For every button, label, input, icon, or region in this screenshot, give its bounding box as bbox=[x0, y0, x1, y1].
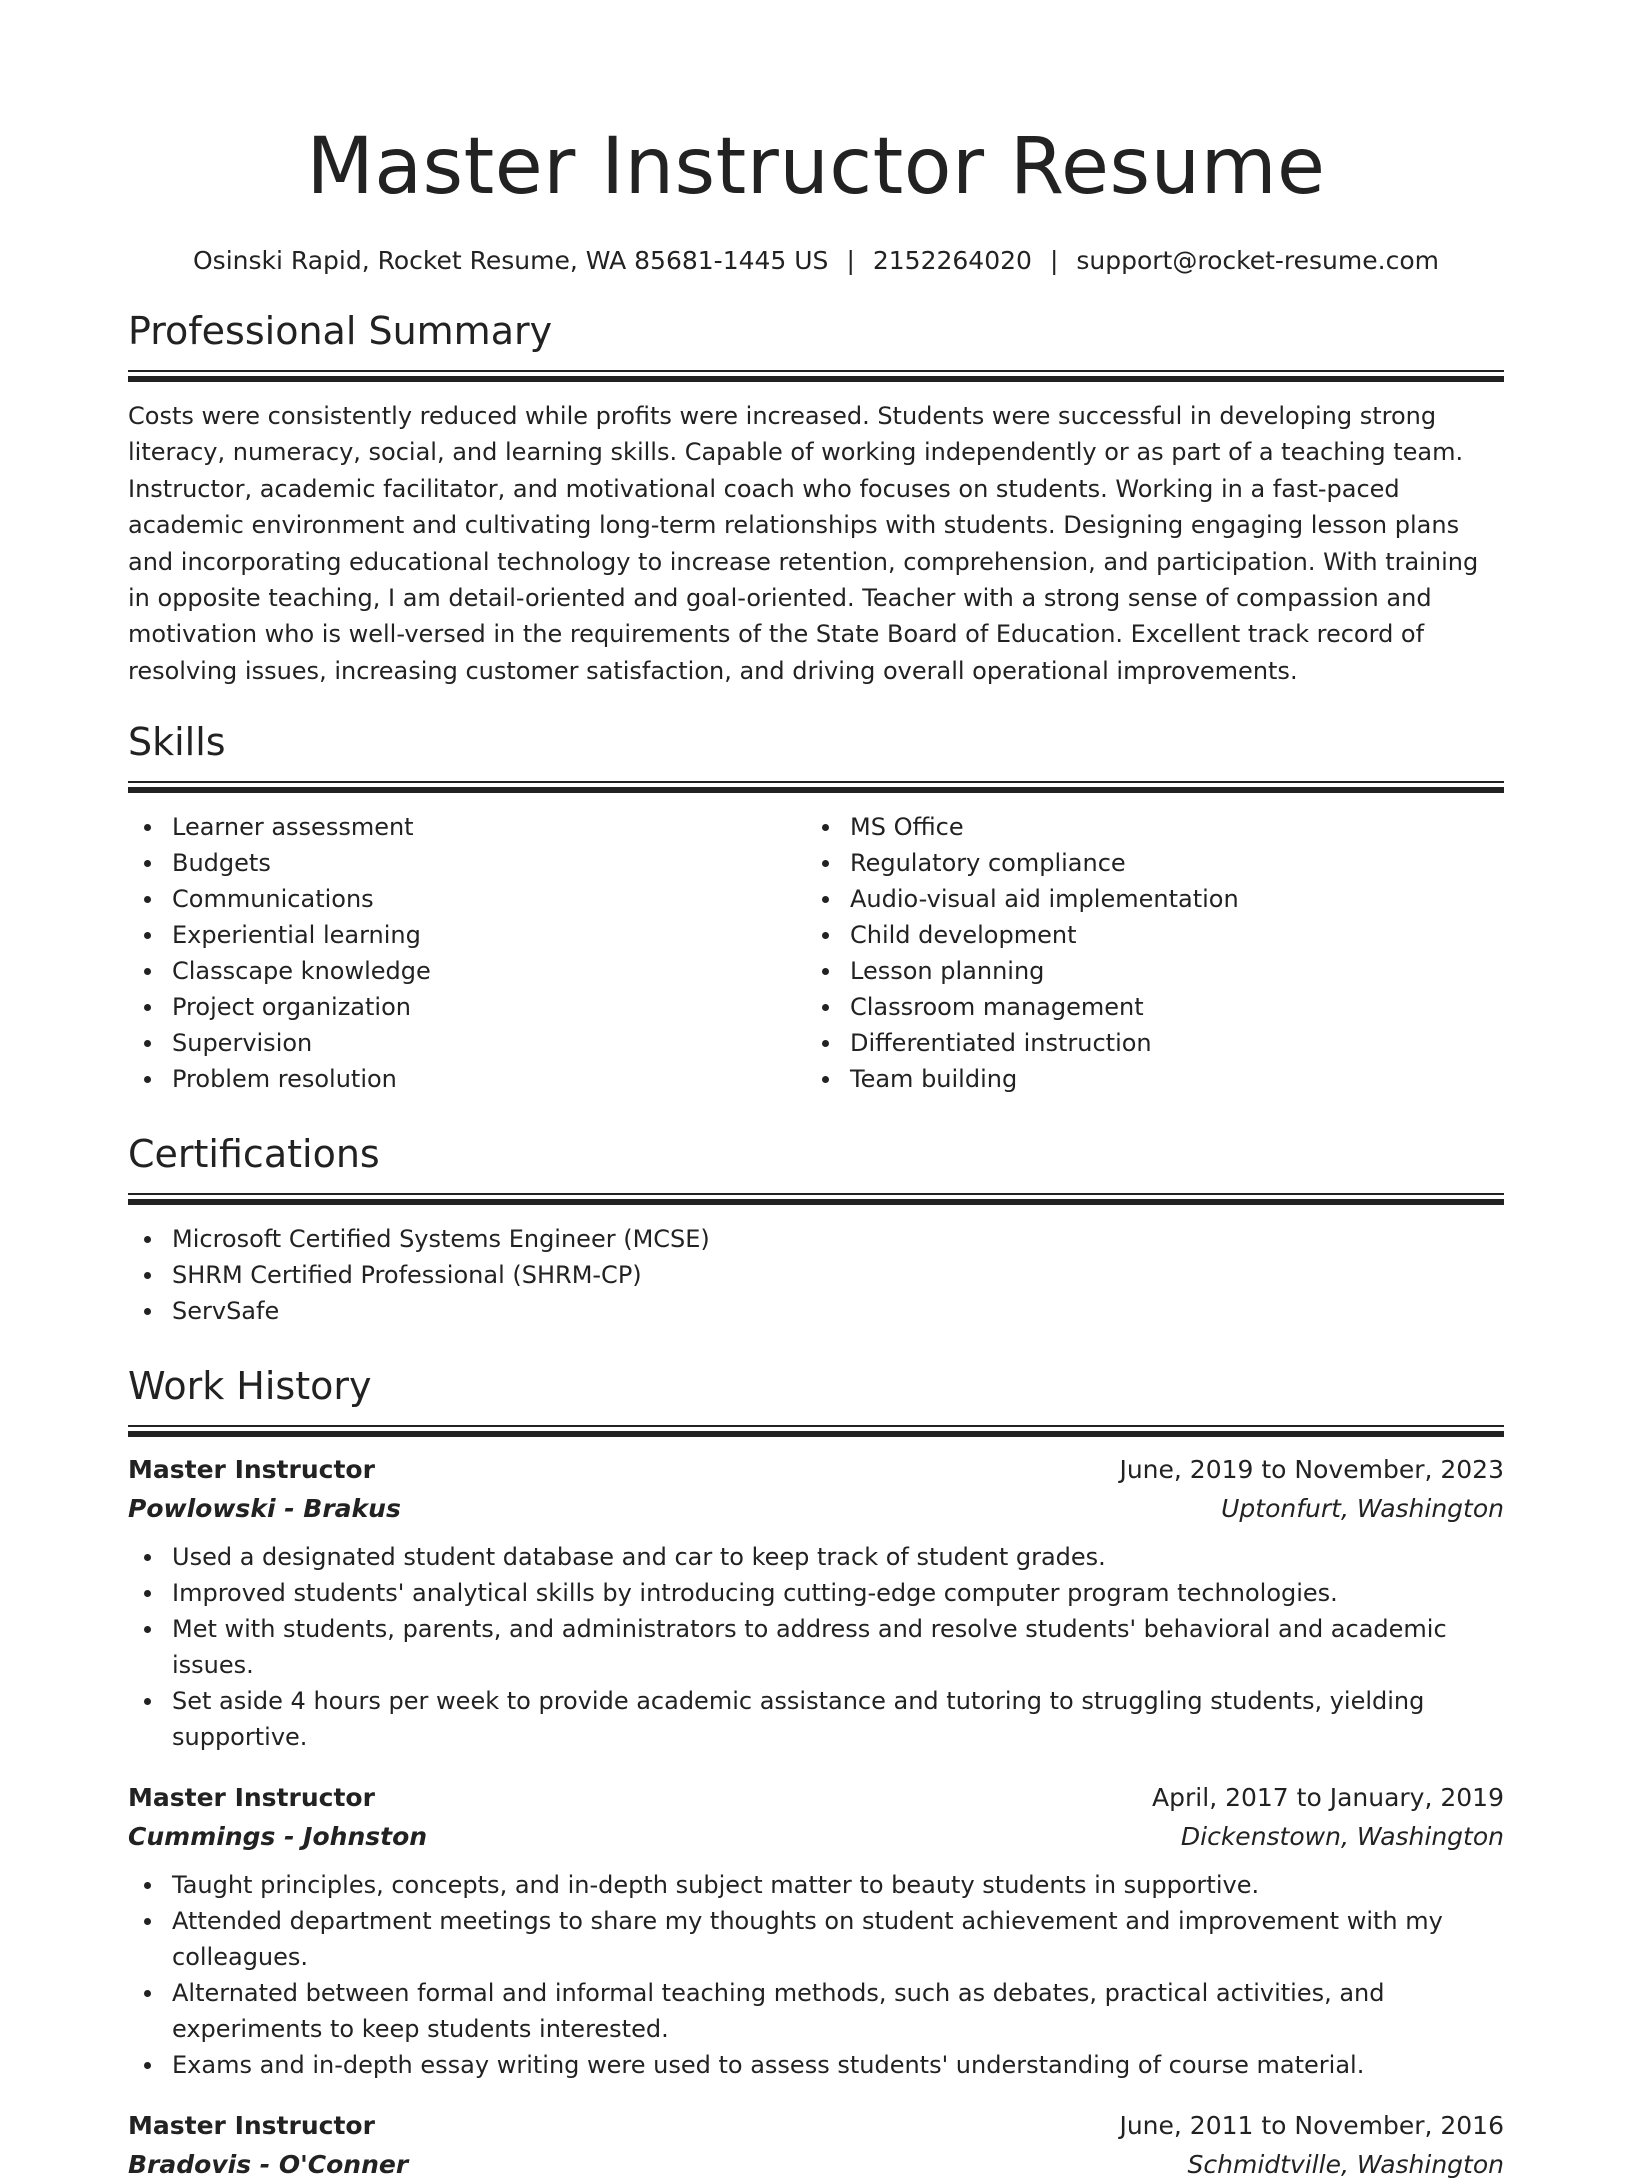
certifications-list bbox=[128, 1221, 1504, 1329]
contact-phone: 2152264020 bbox=[872, 246, 1032, 275]
job-company: Cummings - Johnston bbox=[128, 1822, 428, 1852]
skill-item: Classroom management bbox=[806, 989, 1504, 1025]
job-dates: June, 2019 to November, 2023 bbox=[1119, 1455, 1504, 1485]
section-heading-summary: Professional Summary bbox=[128, 309, 553, 353]
section-divider bbox=[128, 1425, 1504, 1437]
job-duty: Used a designated student database and car to keep track of student grades. bbox=[128, 1539, 1504, 1575]
job-header bbox=[128, 1455, 1504, 1485]
section-heading-certifications: Certifications bbox=[128, 1132, 380, 1177]
skill-item: Experiential learning bbox=[128, 917, 806, 953]
resume-title: Master Instructor Resume bbox=[306, 122, 1326, 212]
job-entry bbox=[128, 1457, 1504, 1755]
skills-list-left bbox=[128, 809, 806, 1097]
job-subheader bbox=[128, 2152, 1504, 2177]
skills-section bbox=[128, 720, 1504, 1097]
job-title: Master Instructor bbox=[128, 2111, 375, 2141]
contact-line bbox=[128, 248, 1504, 273]
certification-item: ServSafe bbox=[128, 1293, 1504, 1329]
job-company: Bradovis - O'Conner bbox=[128, 2150, 409, 2179]
skill-item: Budgets bbox=[128, 845, 806, 881]
summary-section bbox=[128, 309, 1504, 689]
skill-item: Audio-visual aid implementation bbox=[806, 881, 1504, 917]
skill-item: MS Office bbox=[806, 809, 1504, 845]
job-subheader bbox=[128, 1822, 1504, 1852]
resume-content bbox=[128, 0, 1504, 2177]
section-divider bbox=[128, 781, 1504, 793]
job-location: Uptonfurt, Washington bbox=[1221, 1494, 1504, 1524]
section-divider bbox=[128, 370, 1504, 382]
job-title: Master Instructor bbox=[128, 1455, 375, 1485]
skill-item: Child development bbox=[806, 917, 1504, 953]
job-location: Schmidtville, Washington bbox=[1187, 2150, 1504, 2179]
job-entry bbox=[128, 2113, 1504, 2177]
certifications-section bbox=[128, 1132, 1504, 1329]
job-title: Master Instructor bbox=[128, 1783, 375, 1813]
skill-item: Problem resolution bbox=[128, 1061, 806, 1097]
skill-item: Learner assessment bbox=[128, 809, 806, 845]
job-duty: Attended department meetings to share my thoughts on student achievement and improvement with my colleagues. bbox=[128, 1903, 1504, 1975]
section-heading-work-history: Work History bbox=[128, 1364, 372, 1409]
contact-address: Osinski Rapid, Rocket Resume, WA 85681-1445 US bbox=[193, 246, 829, 275]
section-heading-skills: Skills bbox=[128, 720, 226, 765]
contact-email: support@rocket-resume.com bbox=[1076, 246, 1439, 275]
job-dates: April, 2017 to January, 2019 bbox=[1152, 1783, 1504, 1813]
skill-item: Team building bbox=[806, 1061, 1504, 1097]
job-header bbox=[128, 2111, 1504, 2141]
job-duty: Alternated between formal and informal teaching methods, such as debates, practical activities, and experiments to keep students interested. bbox=[128, 1975, 1504, 2047]
job-duties bbox=[128, 1867, 1504, 2083]
skill-item: Differentiated instruction bbox=[806, 1025, 1504, 1061]
job-duty: Met with students, parents, and administrators to address and resolve students' behavioral and academic issues. bbox=[128, 1611, 1504, 1683]
job-duties bbox=[128, 1539, 1504, 1755]
contact-separator: | bbox=[1049, 246, 1059, 275]
job-duty: Improved students' analytical skills by introducing cutting-edge computer program technologies. bbox=[128, 1575, 1504, 1611]
section-divider bbox=[128, 1193, 1504, 1205]
work-history-section bbox=[128, 1364, 1504, 2179]
certification-item: Microsoft Certified Systems Engineer (MCSE) bbox=[128, 1221, 1504, 1257]
skill-item: Classcape knowledge bbox=[128, 953, 806, 989]
summary-text: Costs were consistently reduced while profits were increased. Students were successful in developing strong literacy, numeracy, social, and learning skills. Capable of working independently or as part of a teaching team. Instructor, academic facilitator, and motivational coach who focuses on students. Working in a fast-paced academic environment and cultivating long-term relationships with students. Designing engaging lesson plans and incorporating educational technology to increase retention, comprehension, and participation. With training in opposite teaching, I am detail-oriented and goal-oriented. Teacher with a strong sense of compassion and motivation who is well-versed in the requirements of the State Board of Education. Excellent track record of resolving issues, increasing customer satisfaction, and driving overall operational improvements. bbox=[128, 402, 1479, 685]
job-duty: Exams and in-depth essay writing were used to assess students' understanding of course material. bbox=[128, 2047, 1504, 2083]
skills-columns bbox=[128, 809, 1504, 1097]
job-duty: Taught principles, concepts, and in-depth subject matter to beauty students in supportive. bbox=[128, 1867, 1504, 1903]
skill-item: Supervision bbox=[128, 1025, 806, 1061]
contact-separator: | bbox=[846, 246, 855, 275]
skill-item: Project organization bbox=[128, 989, 806, 1025]
job-company: Powlowski - Brakus bbox=[128, 1494, 401, 1524]
job-duty: Set aside 4 hours per week to provide academic assistance and tutoring to struggling students, yielding supportive. bbox=[128, 1683, 1504, 1755]
skill-item: Communications bbox=[128, 881, 806, 917]
certification-item: SHRM Certified Professional (SHRM-CP) bbox=[128, 1257, 1504, 1293]
job-location: Dickenstown, Washington bbox=[1180, 1822, 1504, 1852]
job-subheader bbox=[128, 1494, 1504, 1524]
skill-item: Lesson planning bbox=[806, 953, 1504, 989]
job-entry bbox=[128, 1785, 1504, 2083]
skill-item: Regulatory compliance bbox=[806, 845, 1504, 881]
skills-list-right bbox=[806, 809, 1504, 1097]
job-dates: June, 2011 to November, 2016 bbox=[1119, 2111, 1504, 2141]
job-header bbox=[128, 1783, 1504, 1813]
